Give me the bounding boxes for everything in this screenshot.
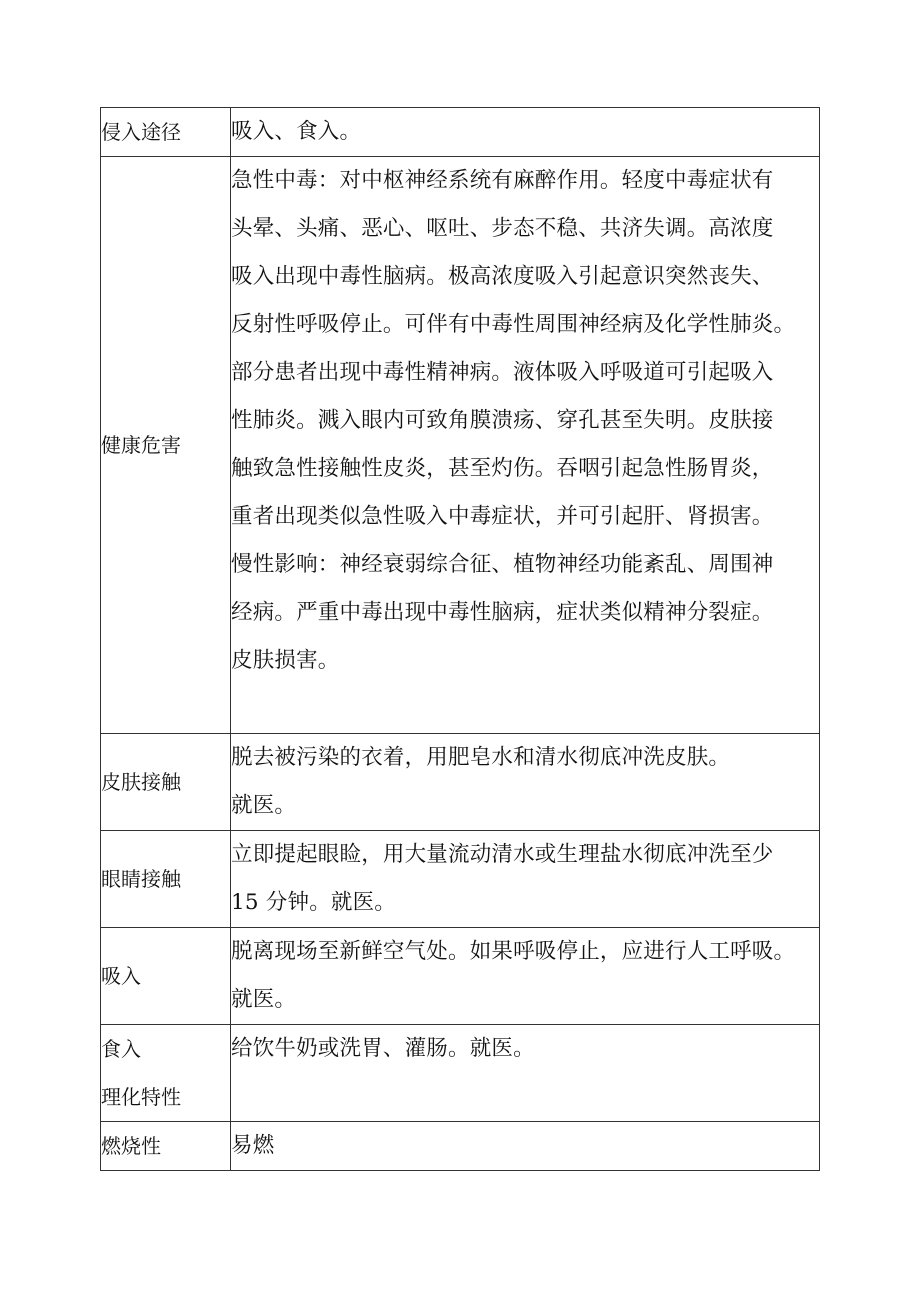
flammability-line: 易燃 <box>231 1133 275 1158</box>
health-content <box>231 157 820 734</box>
inhalation-line: 就医。 <box>231 987 297 1012</box>
table-row-ingestion <box>101 1025 820 1122</box>
inhalation-content <box>231 928 820 1025</box>
ingestion-content <box>231 1025 820 1122</box>
flammability-content <box>231 1122 820 1171</box>
health-label: 健康危害 <box>101 157 231 734</box>
table-row-health <box>101 157 820 734</box>
table-row-inhalation <box>101 928 820 1025</box>
table-row-flammability <box>101 1122 820 1171</box>
health-line: 经病。严重中毒出现中毒性脑病，症状类似精神分裂症。 <box>231 600 774 625</box>
health-line: 部分患者出现中毒性精神病。液体吸入呼吸道可引起吸入 <box>231 360 774 385</box>
health-line: 性肺炎。溅入眼内可致角膜溃疡、穿孔甚至失明。皮肤接 <box>231 408 774 433</box>
table-row-eye-contact <box>101 831 820 928</box>
health-line: 慢性影响：神经衰弱综合征、植物神经功能紊乱、周围神 <box>231 552 774 577</box>
health-line: 重者出现类似急性吸入中毒症状，并可引起肝、肾损害。 <box>231 504 774 529</box>
route-content <box>231 108 820 157</box>
ingestion-label <box>101 1025 231 1122</box>
skin-contact-label: 皮肤接触 <box>101 734 231 831</box>
table-row-skin-contact <box>101 734 820 831</box>
health-line: 皮肤损害。 <box>231 648 340 673</box>
health-line: 吸入出现中毒性脑病。极高浓度吸入引起意识突然丧失、 <box>231 264 774 289</box>
eye-contact-content <box>231 831 820 928</box>
inhalation-line: 脱离现场至新鲜空气处。如果呼吸停止，应进行人工呼吸。 <box>231 939 796 964</box>
health-line: 触致急性接触性皮炎，甚至灼伤。吞咽引起急性肠胃炎， <box>231 456 774 481</box>
health-line: 头晕、头痛、恶心、呕吐、步态不稳、共济失调。高浓度 <box>231 216 774 241</box>
route-line: 吸入、食入。 <box>231 119 362 144</box>
ingestion-label-line: 食入 <box>101 1037 141 1061</box>
flammability-label: 燃烧性 <box>101 1122 231 1171</box>
health-line: 反射性呼吸停止。可伴有中毒性周围神经病及化学性肺炎。 <box>231 312 796 337</box>
ingestion-line: 给饮牛奶或洗胃、灌肠。就医。 <box>231 1036 535 1061</box>
skin-contact-line: 就医。 <box>231 793 297 818</box>
inhalation-label: 吸入 <box>101 928 231 1025</box>
table-row-route <box>101 108 820 157</box>
eye-contact-label: 眼睛接触 <box>101 831 231 928</box>
properties-label-line: 理化特性 <box>101 1085 181 1109</box>
hazard-info-table <box>100 107 820 1171</box>
health-line: 急性中毒：对中枢神经系统有麻醉作用。轻度中毒症状有 <box>231 168 774 193</box>
eye-contact-line: 立即提起眼睑，用大量流动清水或生理盐水彻底冲洗至少 <box>231 842 774 867</box>
eye-contact-line: 15 分钟。就医。 <box>231 890 396 915</box>
skin-contact-content <box>231 734 820 831</box>
skin-contact-line: 脱去被污染的衣着，用肥皂水和清水彻底冲洗皮肤。 <box>231 745 731 770</box>
route-label: 侵入途径 <box>101 108 231 157</box>
